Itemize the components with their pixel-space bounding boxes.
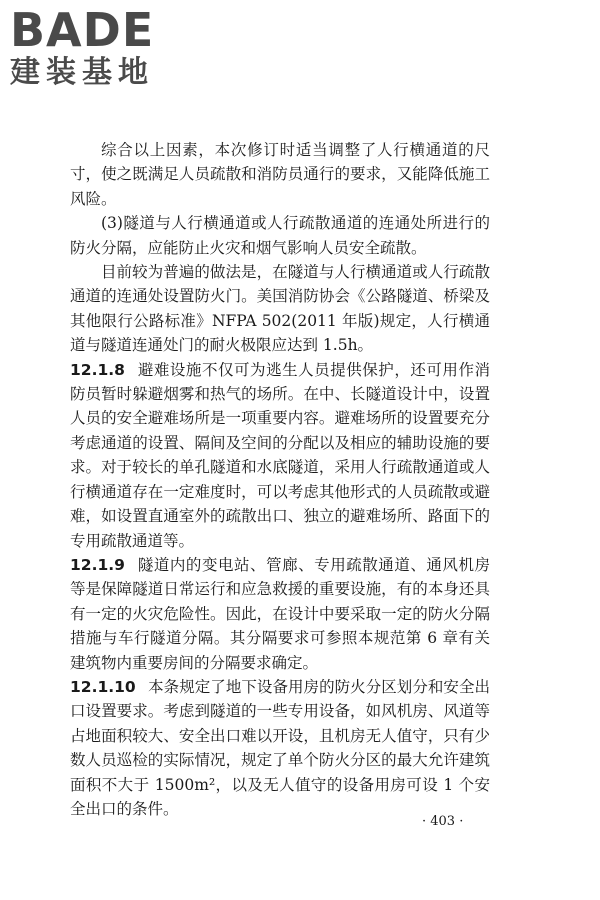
clause-12-1-8 — [70, 358, 490, 553]
clause-text: 本条规定了地下设备用房的防火分区划分和安全出口设置要求。考虑到隧道的一些专用设备，如风机房、风道等占地面积较大、安全出口难以开设，且机房无人值守，只有少数人员巡检的实际情况，规定了单个防火分区的最大允许建筑面积不大于 1500m²，以及无人值守的设备用房可设 1 个安全出口的条件。 — [70, 677, 490, 818]
clause-number: 12.1.9 — [70, 555, 125, 574]
clause-12-1-10 — [70, 675, 490, 821]
clause-number: 12.1.8 — [70, 360, 125, 379]
paragraph-3 — [70, 260, 490, 358]
paragraph-text: 综合以上因素，本次修订时适当调整了人行横通道的尺寸，使之既满足人员疏散和消防员通行的要求，又能降低施工风险。 — [70, 141, 490, 208]
bade-logo — [10, 3, 180, 90]
paragraph-text: (3)隧道与人行横通道或人行疏散通道的连通处所进行的防火分隔，应能防止火灾和烟气影响人员安全疏散。 — [70, 214, 490, 257]
page-number: · 403 · — [422, 814, 464, 829]
page-body — [70, 138, 490, 821]
paragraph-text: 目前较为普遍的做法是，在隧道与人行横通道或人行疏散通道的连通处设置防火门。美国消防协会《公路隧道、桥梁及其他限行公路标准》NFPA 502(2011 年版)规定，人行横通道与隧道连通处门的耐火极限应达到 1.5h。 — [70, 263, 490, 355]
clause-12-1-9 — [70, 553, 490, 675]
logo-text-en: BADE — [10, 3, 155, 57]
paragraph-1 — [70, 138, 490, 211]
clause-number: 12.1.10 — [70, 677, 136, 696]
logo-text-cn: 建装基地 — [10, 55, 154, 90]
paragraph-2 — [70, 211, 490, 260]
clause-text: 隧道内的变电站、管廊、专用疏散通道、通风机房等是保障隧道日常运行和应急救援的重要设施，有的本身还具有一定的火灾危险性。因此，在设计中要采取一定的防火分隔措施与车行隧道分隔。其分隔要求可参照本规范第 6 章有关建筑物内重要房间的分隔要求确定。 — [70, 555, 490, 672]
clause-text: 避难设施不仅可为逃生人员提供保护，还可用作消防员暂时躲避烟雾和热气的场所。在中、长隧道设计中，设置人员的安全避难场所是一项重要内容。避难场所的设置要充分考虑通道的设置、隔间及空间的分配以及相应的辅助设施的要求。对于较长的单孔隧道和水底隧道，采用人行疏散通道或人行横通道存在一定难度时，可以考虑其他形式的人员疏散或避难，如设置直通室外的疏散出口、独立的避难场所、路面下的专用疏散通道等。 — [70, 360, 490, 550]
